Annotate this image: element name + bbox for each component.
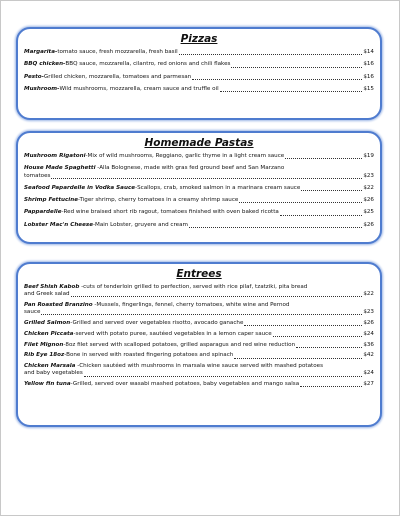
item-price: $19 <box>363 153 374 159</box>
leader-dots <box>84 371 363 377</box>
item-name: Chicken Marsala <box>24 363 76 370</box>
menu-item <box>24 331 374 338</box>
leader-dots <box>192 74 362 80</box>
item-price: $23 <box>363 172 374 179</box>
menu-item <box>24 49 374 56</box>
section-title-pastas: Homemade Pastas <box>144 137 254 149</box>
leader-dots <box>189 222 362 228</box>
leader-dots <box>239 197 362 203</box>
item-name: Mushroom Rigatoni <box>24 153 86 159</box>
section-title-entrees: Entrees <box>176 268 222 280</box>
leader-dots <box>300 381 362 387</box>
leader-dots <box>234 353 362 359</box>
item-desc: Grilled chicken, mozzarella, tomatoes and parmesan <box>43 73 192 80</box>
item-price: $14 <box>363 49 374 55</box>
item-name: Grilled Salmon <box>24 320 71 326</box>
item-price: $24 <box>363 370 374 377</box>
menu-item <box>24 352 374 359</box>
item-price: $23 <box>363 309 374 316</box>
item-name: Beef Shish Kabob <box>24 284 80 290</box>
menu-item <box>24 153 374 160</box>
menu-item <box>24 222 374 229</box>
leader-dots <box>179 49 363 55</box>
menu-item <box>24 165 374 179</box>
entrees-section <box>16 262 382 427</box>
leader-dots <box>231 62 362 68</box>
item-desc: -Grilled and served over vegetables risotto, avocado ganache <box>70 320 244 326</box>
leader-dots <box>296 342 362 348</box>
item-desc: -Main Lobster, gruyere and cream <box>93 221 188 228</box>
item-price: $24 <box>363 330 374 337</box>
item-price: $22 <box>363 291 374 298</box>
item-desc: -cuts of tenderloin grilled to perfection, served with rice pilaf, tzatziki, pita bread <box>79 284 308 290</box>
leader-dots <box>244 320 362 326</box>
menu-item <box>24 197 374 204</box>
menu-item <box>24 209 374 216</box>
leader-dots <box>51 173 362 179</box>
item-name: Lobster Mac'n Cheese <box>24 221 94 228</box>
item-desc: Wild mushrooms, mozzarella, cream sauce and truffle oil <box>59 86 219 93</box>
item-name: Pappardelle <box>24 209 62 216</box>
item-price: $36 <box>363 341 374 348</box>
item-desc-continued: and Greek salad <box>24 291 70 298</box>
item-desc: -Chicken sautéed with mushrooms in marsala wine sauce served with mashed potatoes <box>75 363 323 370</box>
item-name: Shrimp Fettucine <box>24 197 78 204</box>
item-name: Pan Roasted Branzino <box>24 302 93 308</box>
item-price: $22 <box>363 184 374 191</box>
leader-dots <box>41 309 362 315</box>
item-price: $27 <box>363 381 374 388</box>
item-price: $26 <box>363 320 374 326</box>
leader-dots <box>301 185 362 191</box>
section-title-pizzas: Pizzas <box>180 33 218 45</box>
item-name: Mushroom- <box>24 86 60 93</box>
item-name: Filet Mignon <box>24 341 64 348</box>
item-desc-continued: and baby vegetables <box>24 370 83 377</box>
item-desc: tomato sauce, fresh mozzarella, fresh basil <box>57 49 178 55</box>
item-name: House Made Spaghetti <box>24 165 96 172</box>
menu-item <box>24 342 374 349</box>
item-desc: -Tiger shrimp, cherry tomatoes in a creamy shrimp sauce <box>78 197 239 204</box>
item-price: $16 <box>363 73 374 80</box>
menu-item <box>24 61 374 68</box>
leader-dots <box>220 86 363 92</box>
item-desc: -served with potato puree, sautéed vegetables in a lemon caper sauce <box>73 330 272 337</box>
leader-dots <box>280 210 362 216</box>
item-desc: -Mussels, fingerlings, fennel, cherry tomatoes, white wine and Pernod <box>92 302 290 308</box>
item-desc: -Bone in served with roasted fingering potatoes and spinach <box>64 352 234 359</box>
menu-item <box>24 320 374 327</box>
leader-dots <box>285 153 362 159</box>
item-desc: -Alla Bolognese, made with gras fed ground beef and San Marzano <box>95 165 285 172</box>
item-desc-continued: tomatoes <box>24 172 51 179</box>
item-name: Margarita- <box>24 49 58 55</box>
item-price: $26 <box>363 221 374 228</box>
leader-dots <box>273 331 363 337</box>
menu-item <box>24 302 374 316</box>
item-desc: -8oz filet served with scalloped potatoes, grilled asparagus and red wine reduction <box>63 341 296 348</box>
item-name: Pesto- <box>24 73 44 80</box>
leader-dots <box>71 291 363 297</box>
item-price: $25 <box>363 209 374 216</box>
item-price: $15 <box>363 86 374 93</box>
item-price: $16 <box>363 61 374 68</box>
menu-item <box>24 74 374 81</box>
item-name: Chicken Piccata <box>24 330 74 337</box>
item-desc-continued: sauce <box>24 309 41 316</box>
item-name: Rib Eye 18oz <box>24 352 65 359</box>
menu-item <box>24 284 374 298</box>
pizzas-section <box>16 27 382 120</box>
menu-item <box>24 363 374 377</box>
pastas-section <box>16 131 382 244</box>
item-name: BBQ chicken- <box>24 61 66 68</box>
menu-item <box>24 86 374 93</box>
menu-item <box>24 381 374 388</box>
item-name: Yellow fin tuna <box>24 381 71 388</box>
item-desc: -Mix of wild mushrooms, Reggiano, garlic thyme in a light cream sauce <box>85 153 285 159</box>
menu-item <box>24 185 374 192</box>
item-name: Seafood Papardelle in Vodka Sauce <box>24 184 136 191</box>
item-price: $26 <box>363 197 374 204</box>
item-price: $42 <box>363 352 374 359</box>
item-desc: -Scallops, crab, smoked salmon in a marinara cream sauce <box>135 184 301 191</box>
item-desc: BBQ sauce, mozzarella, cilantro, red onions and chili flakes <box>65 61 231 68</box>
item-desc: -Red wine braised short rib ragout, tomatoes finished with oven baked ricotta <box>61 209 279 216</box>
item-desc: -Grilled, served over wasabi mashed potatoes, baby vegetables and mango salsa <box>70 381 300 388</box>
